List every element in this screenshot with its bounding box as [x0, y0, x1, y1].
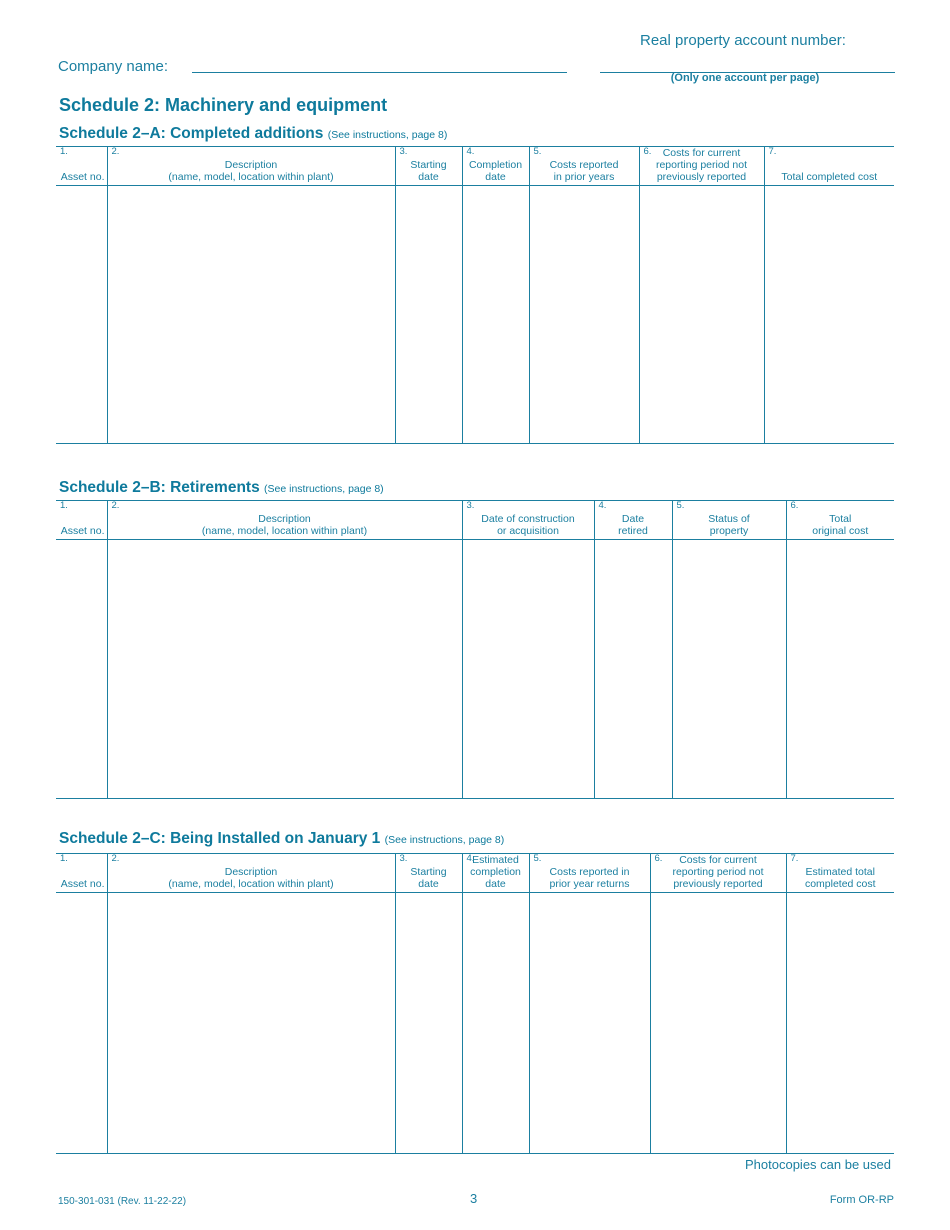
schedule-c-cell-prior-costs[interactable]	[529, 893, 650, 1154]
schedule-a-cell-total[interactable]	[764, 186, 894, 444]
company-name-field[interactable]	[192, 72, 567, 73]
schedule-c-col-7: 7. Estimated total completed cost	[786, 854, 894, 893]
schedule-a-cell-prior-costs[interactable]	[529, 186, 639, 444]
schedule-c-entry-area[interactable]	[56, 893, 894, 1154]
schedule-c-col-1: 1. Asset no.	[56, 854, 107, 893]
schedule-b-col-3: 3. Date of construction or acquisition	[462, 501, 594, 540]
schedule-b-col-2: 2. Description (name, model, location within plant)	[107, 501, 462, 540]
schedule-c-double-rule	[56, 1154, 894, 1157]
schedule-a-col-4: 4. Completion date	[462, 147, 529, 186]
schedule-a-header-row	[56, 147, 894, 186]
account-note: (Only one account per page)	[670, 72, 820, 84]
schedule-a-col-5: 5. Costs reported in prior years	[529, 147, 639, 186]
schedule-c-col-3: 3. Starting date	[395, 854, 462, 893]
schedule-a-cell-current-costs[interactable]	[639, 186, 764, 444]
schedule-b-col-5: 5. Status of property	[672, 501, 786, 540]
photocopies-note: Photocopies can be used	[745, 1157, 891, 1172]
form-name: Form OR-RP	[829, 1194, 894, 1206]
schedule-c-col-5: 5. Costs reported in prior year returns	[529, 854, 650, 893]
schedule-c-cell-starting[interactable]	[395, 893, 462, 1154]
account-number-label: Real property account number:	[640, 32, 846, 49]
schedule-c-col-6: 6. Costs for current reporting period not previously reported	[650, 854, 786, 893]
schedule-a-cell-starting[interactable]	[395, 186, 462, 444]
schedule-a-col-3: 3. Starting date	[395, 147, 462, 186]
schedule-c-cell-current-costs[interactable]	[650, 893, 786, 1154]
schedule-b-cell-status[interactable]	[672, 540, 786, 799]
schedule-a-entry-area[interactable]	[56, 186, 894, 444]
schedule-a-ref: (See instructions, page 8)	[327, 129, 448, 141]
schedule-b-title	[59, 479, 384, 497]
schedule-c-cell-est-total[interactable]	[786, 893, 894, 1154]
schedule-c-col-4: 4. Estimated completion date	[462, 854, 529, 893]
schedule-a-title-text: Schedule 2–A: Completed additions	[59, 125, 324, 142]
schedule-c-cell-est-completion[interactable]	[462, 893, 529, 1154]
schedule-b-col-4: 4. Date retired	[594, 501, 672, 540]
schedule-b-cell-asset[interactable]	[56, 540, 107, 799]
schedule-b-title-text: Schedule 2–B: Retirements	[59, 479, 260, 496]
schedule-a-col-7: 7. Total completed cost	[764, 147, 894, 186]
schedule-c-ref: (See instructions, page 8)	[384, 834, 505, 846]
schedule-b-double-rule	[56, 799, 894, 802]
schedule-b-cell-original-cost[interactable]	[786, 540, 894, 799]
schedule-b-col-6: 6. Total original cost	[786, 501, 894, 540]
schedule-a-col-1: 1. Asset no.	[56, 147, 107, 186]
schedule-b-entry-area[interactable]	[56, 540, 894, 799]
schedule-a-cell-asset[interactable]	[56, 186, 107, 444]
schedule-a-double-rule	[56, 444, 894, 447]
schedule-a-title	[59, 125, 447, 143]
form-code: 150-301-031 (Rev. 11-22-22)	[58, 1196, 187, 1207]
schedule-c-table	[56, 853, 894, 1156]
schedule-b-header-row	[56, 501, 894, 540]
company-name-label: Company name:	[58, 58, 169, 75]
schedule-c-col-2: 2. Description (name, model, location within plant)	[107, 854, 395, 893]
schedule-b-col-1: 1. Asset no.	[56, 501, 107, 540]
schedule-c-header-row	[56, 854, 894, 893]
schedule-b-table	[56, 500, 894, 801]
schedule-c-title	[59, 830, 504, 848]
schedule-b-cell-retired[interactable]	[594, 540, 672, 799]
schedule-a-table	[56, 146, 894, 446]
schedule-a-col-6: 6. Costs for current reporting period not previously reported	[639, 147, 764, 186]
schedule-c-cell-description[interactable]	[107, 893, 395, 1154]
page-title: Schedule 2: Machinery and equipment	[59, 95, 388, 115]
page-number: 3	[470, 1191, 478, 1206]
schedule-b-ref: (See instructions, page 8)	[264, 483, 384, 495]
schedule-c-cell-asset[interactable]	[56, 893, 107, 1154]
schedule-a-cell-description[interactable]	[107, 186, 395, 444]
schedule-a-col-2: 2. Description (name, model, location within plant)	[107, 147, 395, 186]
schedule-b-cell-construction[interactable]	[462, 540, 594, 799]
schedule-a-cell-completion[interactable]	[462, 186, 529, 444]
schedule-b-cell-description[interactable]	[107, 540, 462, 799]
schedule-c-title-text: Schedule 2–C: Being Installed on January 1	[59, 830, 381, 847]
